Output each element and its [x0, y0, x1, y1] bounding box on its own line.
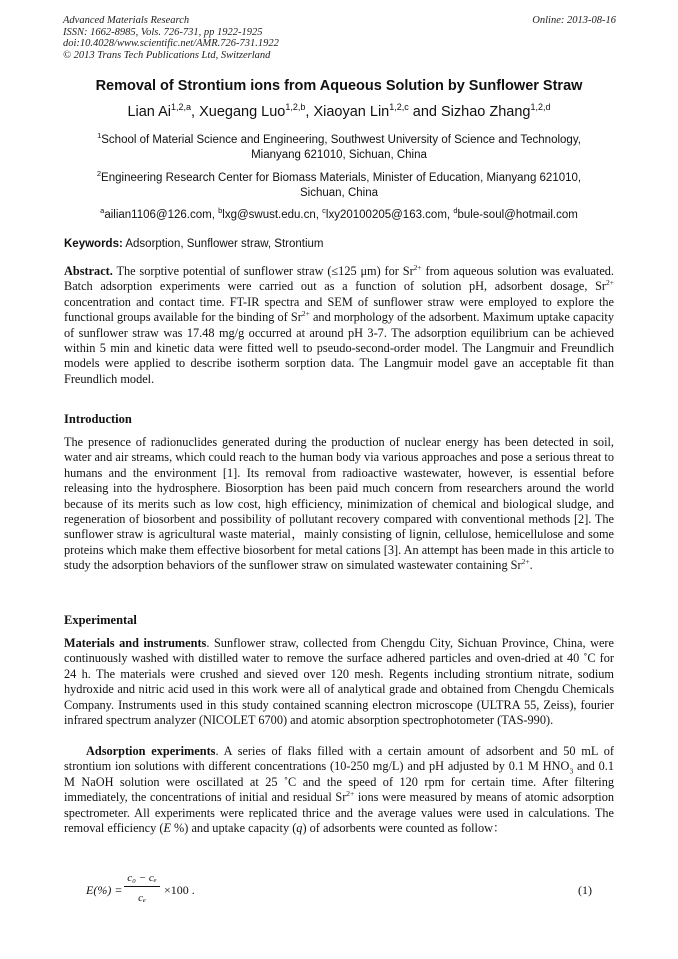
abstract-text: concentration and contact time. FT-IR spectra and SEM of sunflower straw were employed to explore the functional groups available for the binding of Sr: [64, 294, 614, 325]
adsorption-text: ions were measured by means of atomic adsorption spectrometer. All experiments were replicated thrice and the average values were used in calculations. The removal efficiency (: [64, 790, 614, 836]
subscript: 3: [569, 766, 574, 776]
symbol-q: q: [296, 821, 303, 836]
affil-text: School of Material Science and Engineering, Southwest University of Science and Technology, Mianyang 621010, Sichuan, China: [101, 133, 581, 161]
intro-text: .: [529, 558, 533, 573]
abstract: [64, 264, 614, 387]
introduction-paragraph: [64, 435, 614, 574]
adsorption-text: . A series of flaks filled with a certain amount of adsorbent and 50 mL of strontium ion solutions with different concentrations (10-250 mg/L) and pH adjusted by 0.1 M HNO: [64, 744, 614, 774]
paper-title: Removal of Strontium ions from Aqueous Solution by Sunflower Straw: [95, 78, 583, 94]
section-heading-experimental: Experimental: [64, 613, 137, 627]
adsorption-text: %) and uptake capacity (: [170, 821, 297, 836]
keywords-label: Keywords:: [64, 238, 123, 250]
author-sup: 1,2,a: [171, 102, 192, 112]
superscript: 2+: [521, 557, 530, 567]
affil-num: 2: [96, 169, 102, 178]
affil-text: Engineering Research Center for Biomass Materials, Minister of Education, Mianyang 621010, Sichuan, China: [101, 171, 582, 199]
eq-lhs: E(%) =: [86, 883, 123, 897]
copyright: © 2013 Trans Tech Publications Ltd, Switzerland: [63, 49, 271, 61]
abstract-label: Abstract.: [64, 264, 113, 278]
eq-rhs: ×100 .: [164, 883, 195, 897]
abstract-text: from aqueous solution was evaluated. Batch adsorption experiments were carried out as a function of solution pH, adsorbent dosage, Sr: [64, 264, 614, 294]
superscript: 2+: [346, 789, 355, 799]
adsorption-text: ) of adsorbents were counted as follow：: [302, 821, 506, 836]
author: Lian Ai: [127, 103, 171, 120]
author: and Sizhao Zhang: [408, 103, 531, 120]
email-link[interactable]: lxy20100205@163.com,: [325, 208, 454, 221]
equation-1: [64, 871, 614, 911]
eq-denominator: cₑ: [138, 892, 146, 904]
journal-name: Advanced Materials Research: [63, 15, 190, 26]
materials-label: Materials and instruments: [64, 636, 207, 650]
intro-text: The presence of radionuclides generated during the production of nuclear energy has been detected in soil, water and air streams, which could reach to the human body via various approaches and pose a serious threat to humans and the environment [1]. Its removal from radioactive wastewater, however, is essential before releasing into the hydrosphere. Biosorption has been paid much concern from researchers around the world because of its merits such as low cost, high efficiency, minimization of chemical and biological sludge, and regeneration of biosorbent and possibility of pollutant recovery compared with conventional methods [2]. The sunflower straw is agricultural waste material，mainly consisting of lignin, cellulose, hemicellulose and some proteins which make them effective biosorbent for metal cations [3]. An attempt has been made in this article to study the adsorption behaviors of the sunflower straw on simulated wastewater containing Sr: [64, 435, 614, 573]
adsorption-label: Adsorption experiments: [86, 744, 216, 758]
doi: doi:10.4028/www.scientific.net/AMR.726-731.1922: [63, 38, 279, 49]
keywords: [64, 238, 324, 250]
adsorption-paragraph: [64, 744, 614, 836]
email-list: [0, 206, 678, 221]
symbol-e: E: [163, 821, 171, 836]
superscript: 2+: [413, 262, 422, 272]
journal-header: [63, 15, 279, 61]
equation-number: (1): [578, 883, 592, 897]
author-sup: 1,2,d: [530, 102, 551, 112]
affiliation-1: [90, 128, 588, 163]
eq-numerator: c₀ − cₑ: [127, 872, 157, 884]
author: , Xuegang Luo: [191, 103, 286, 120]
online-date: Online: 2013-08-16: [532, 15, 616, 26]
affil-num: 1: [97, 131, 102, 140]
email-link[interactable]: bule-soul@hotmail.com: [457, 208, 578, 221]
abstract-text: and morphology of the adsorbent. Maximum uptake capacity of sunflower straw was 17.48 mg/g occurred at around pH 3-7. The adsorption equilibrium can be achieved within 5 min and kinetic data were fitted well to pseudo-second-order model. The Langmuir and Freundlich models were applied to describe isotherm sorption data. The Langmuir model gave an acceptable fit than Freundlich model.: [64, 310, 614, 386]
author-list: [0, 102, 678, 120]
section-heading-introduction: Introduction: [64, 412, 132, 426]
email-sup: d: [453, 206, 458, 215]
superscript: 2+: [301, 309, 310, 319]
superscript: 2+: [606, 278, 614, 288]
email-link[interactable]: ailian1106@126.com,: [104, 208, 219, 221]
materials-paragraph: [64, 636, 614, 728]
materials-text: . Sunflower straw, collected from Chengdu City, Sichuan Province, China, were continuously washed with distilled water to remove the surface adhered particles and oven-dried at 40 ˚C for 24 h. The materials were crushed and sieved over 120 mesh. Regents including strontium nitrate, sodium hydroxide and nitric acid used in this work were all of analytical grade and obtained from Chengdu Chemicals Company. Instruments used in this study contained scanning electron microscope (ULTRA 55, Zeiss), fourier infrared spectrum analyzer (NICOLET 6700) and atomic absorption spectrophotometer (TAS-990).: [64, 636, 614, 728]
author-sup: 1,2,c: [389, 102, 409, 112]
author-sup: 1,2,b: [285, 102, 306, 112]
issn: ISSN: 1662-8985, Vols. 726-731, pp 1922-1925: [63, 26, 263, 38]
affiliation-2: [90, 166, 588, 201]
abstract-text: The sorptive potential of sunflower straw (≤125 μm) for Sr: [112, 264, 414, 278]
keywords-text: Adsorption, Sunflower straw, Strontium: [122, 238, 324, 250]
email-sup: b: [218, 206, 223, 215]
email-sup: c: [322, 206, 326, 215]
email-sup: a: [100, 206, 105, 215]
fraction-bar: [124, 886, 160, 887]
email-link[interactable]: lxg@swust.edu.cn,: [222, 208, 323, 221]
adsorption-text: and 0.1 M NaOH solution were oscillated at 25 ˚C and the speed of 120 rpm for certain time. After filtering immediately, the concentrations of initial and residual Sr: [64, 759, 615, 805]
author: , Xiaoyan Lin: [305, 103, 390, 120]
